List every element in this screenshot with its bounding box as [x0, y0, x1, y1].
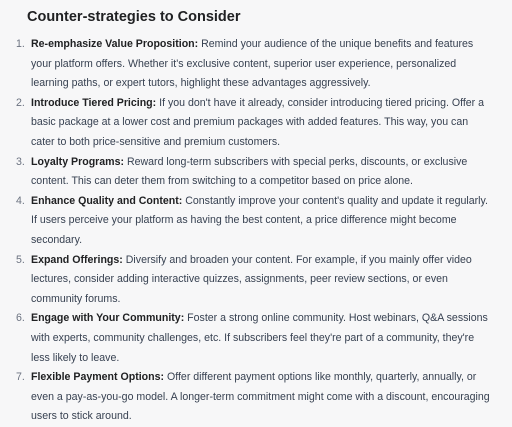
list-item-number: 7. — [16, 371, 25, 384]
list-item — [0, 368, 512, 427]
list-item-title: Engage with Your Community: — [31, 312, 185, 325]
strategy-list — [0, 35, 512, 427]
list-item-number: 2. — [16, 96, 25, 109]
list-item — [0, 94, 512, 153]
list-item-text: If you don't have it already, consider introducing tiered pricing. Offer a basic package at a lower cost and premium packages with added features. This way, you can cater to both price-sensitive and premium customers. — [31, 96, 485, 148]
list-item-title: Expand Offerings: — [31, 253, 123, 266]
section-heading: Counter-strategies to Consider — [27, 9, 241, 25]
list-item-text: Reward long-term subscribers with special perks, discounts, or exclusive content. This can deter them from switching to a competitor based on price alone. — [31, 155, 468, 188]
list-item-text: Offer different payment options like monthly, quarterly, annually, or even a pay-as-you-go model. A longer-term commitment might come with a discount, encouraging users to stick around. — [31, 371, 490, 423]
list-item-title: Flexible Payment Options: — [31, 371, 165, 384]
list-item-title: Loyalty Programs: — [31, 155, 125, 168]
list-item-number: 1. — [16, 38, 25, 50]
list-item-text: Constantly improve your content's quality and update it regularly. If users perceive your platform as having the best content, a price difference might become secondary. — [31, 194, 488, 246]
list-item — [0, 35, 512, 94]
list-item-title: Re-emphasize Value Proposition: — [31, 38, 199, 50]
list-item-title: Introduce Tiered Pricing: — [31, 96, 157, 109]
list-item — [0, 309, 512, 368]
list-item-number: 6. — [16, 312, 25, 325]
list-item-text: Remind your audience of the unique benefits and features your platform offers. Whether it's exclusive content, superior user experience, personalized learning paths, or expert tutors, highlight these advantages aggressively. — [31, 38, 474, 90]
list-item-text: Diversify and broaden your content. For example, if you mainly offer video lectures, consider adding interactive quizzes, assignments, peer review sections, or even community forums. — [31, 253, 472, 305]
list-item-text: Foster a strong online community. Host webinars, Q&A sessions with experts, community challenges, etc. If subscribers feel they're part of a community, they're less likely to leave. — [31, 312, 488, 364]
list-item-number: 3. — [16, 155, 25, 168]
list-item-number: 5. — [16, 253, 25, 266]
list-item-number: 4. — [16, 194, 25, 207]
list-item-title: Enhance Quality and Content: — [31, 194, 183, 207]
list-item — [0, 153, 512, 192]
list-item — [0, 192, 512, 251]
list-item — [0, 251, 512, 310]
